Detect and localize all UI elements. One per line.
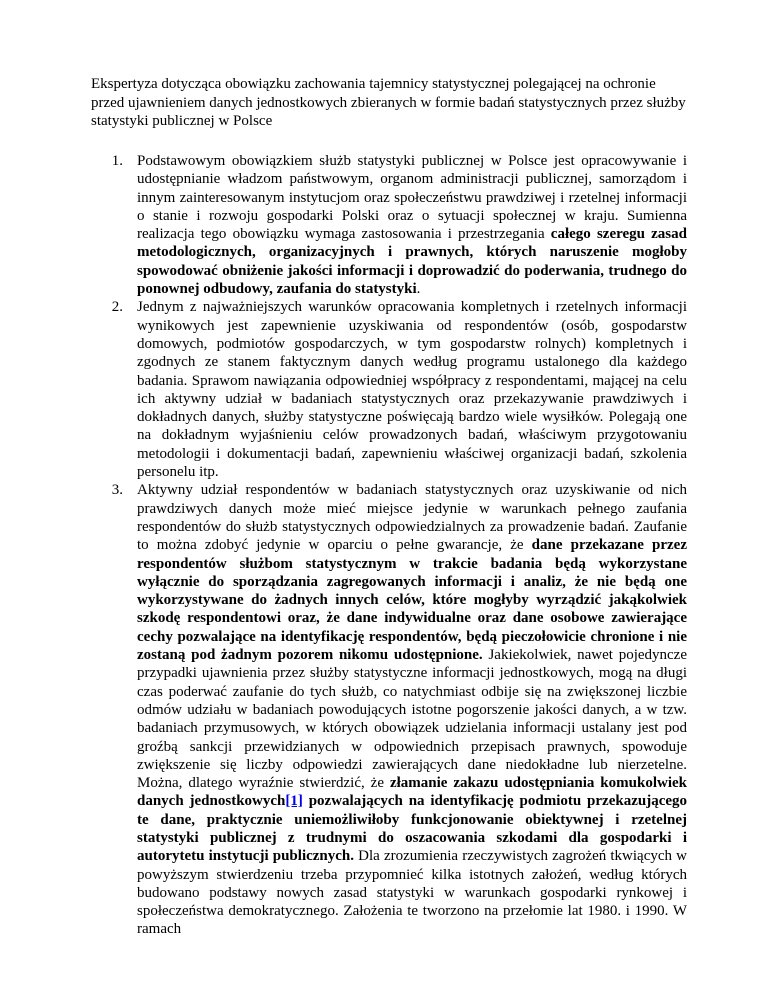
bold-text: pozwalających na identyfikację podmiotu przekazującego te dane, praktycznie uniemożliwiłoby funkcjonowanie obiektywnej i rzetelnej statystyki publicznej z trudnymi do oszacowania szkodami dla gospodarki i autorytetu instytucji publicznych. — [137, 793, 688, 865]
bold-text: całego szeregu zasad metodologicznych, organizacyjnych i prawnych, których naruszenie mogłoby spowodować obniżenie jakości informacji i doprowadzić do poderwania, trudnego do ponownej odbudowy, zaufania do statystyki — [137, 226, 687, 298]
numbered-list — [91, 152, 687, 939]
paragraph-text: Jednym z najważniejszych warunków opracowania kompletnych i rzetelnych informacji wynikowych jest zapewnienie uzyskiwania od respondentów (osób, gospodarstw domowych, podmiotów gospodarczych, w tym gospodarstw rolnych) kompletnych i zgodnych ze stanem faktycznym danych według programu ustalonego dla każdego badania. Sprawom nawiązania odpowiedniej współpracy z respondentami, mającej na celu ich aktywny udział w badaniach statystycznych oraz przekazywanie prawdziwych i dokładnych danych, służby statystyczne poświęcają bardzo wiele wysiłków. Polegają one na dokładnym wyjaśnieniu celów prowadzonych badań, właściwym przygotowaniu metodologii i dokumentacji badań, zapewnieniu właściwej organizacji badań, szkolenia personelu itp. — [137, 299, 687, 481]
paragraph-text: Aktywny udział respondentów w badaniach statystycznych oraz uzyskiwanie od nich prawdziwych danych może mieć miejsce jedynie w warunkach pełnego zaufania respondentów do służb statystycznych odpowiedzialnych za prowadzenie badań. Zaufanie to można zdobyć jedynie w oparciu o pełne gwarancje, że — [137, 482, 687, 554]
list-item — [91, 298, 687, 481]
footnote-link[interactable]: [1] — [285, 793, 303, 810]
list-item — [91, 152, 687, 298]
document-title: Ekspertyza dotycząca obowiązku zachowania tajemnicy statystycznej polegającej na ochronie przed ujawnieniem danych jednostkowych zbieranych w formie badań statystycznych przez służby statystyki publicznej w Polsce — [91, 76, 686, 129]
list-item-number: 2. — [111, 299, 123, 316]
paragraph-text: Dla zrozumienia rzeczywistych zagrożeń tkwiących w powyższym stwierdzeniu trzeba przypomnieć kilka istotnych założeń, według których budowano podstawy nowych zasad statystyki w warunkach gospodarki rynkowej i społeczeństwa demokratycznego. Założenia te tworzono na przełomie lat 1980. i 1990. W ramach — [137, 848, 687, 938]
paragraph-text: Podstawowym obowiązkiem służb statystyki publicznej w Polsce jest opracowywanie i udostępnianie władzom państwowym, organom administracji publicznej, samorządom i innym zainteresowanym instytucjom oraz społeczeństwu prawdziwej i rzetelnej informacji o stanie i rozwoju gospodarki Polski oraz o sytuacji społecznej w kraju. Sumienna realizacja tego obowiązku wymaga zastosowania i przestrzegania — [137, 153, 687, 243]
list-item-number: 1. — [111, 153, 123, 169]
bold-text: dane przekazane przez respondentów służbom statystycznym w trakcie badania będą wykorzystane wyłącznie do sporządzania zagregowanych informacji i analiz, że nie będą one wykorzystywane do żadnych innych celów, które mogłyby wyrządzić jakąkolwiek szkodę respondentowi oraz, że dane indywidualne oraz dane osobowe zawierające cechy pozwalające na identyfikację respondentów, będą pieczołowicie chronione i nie zostaną pod żadnym pozorem nikomu udostępnione. — [137, 537, 687, 664]
list-item-number: 3. — [111, 482, 123, 499]
bold-text: złamanie zakazu udostępniania komukolwiek danych jednostkowych — [137, 775, 687, 810]
paragraph-text: Jakiekolwiek, nawet pojedyncze przypadki ujawnienia przez służby statystyczne informacji jednostkowych, mogą na długi czas poderwać zaufanie do tych służb, co natychmiast odbije się na zwiększonej liczbie odmów udziału w badaniach powodujących istotne pogorszenie jakości danych, a w tzw. badaniach przymusowych, w których obowiązek udzielania informacji ustalany jest pod groźbą sankcji przewidzianych w odpowiednich przepisach prawnych, spowoduje zwiększenie się liczby odpowiedzi zawierających dane niedokładne lub nierzetelne. Można, dlatego wyraźnie stwierdzić, że — [137, 647, 687, 792]
paragraph-text: . — [416, 281, 421, 298]
list-item — [91, 481, 687, 938]
